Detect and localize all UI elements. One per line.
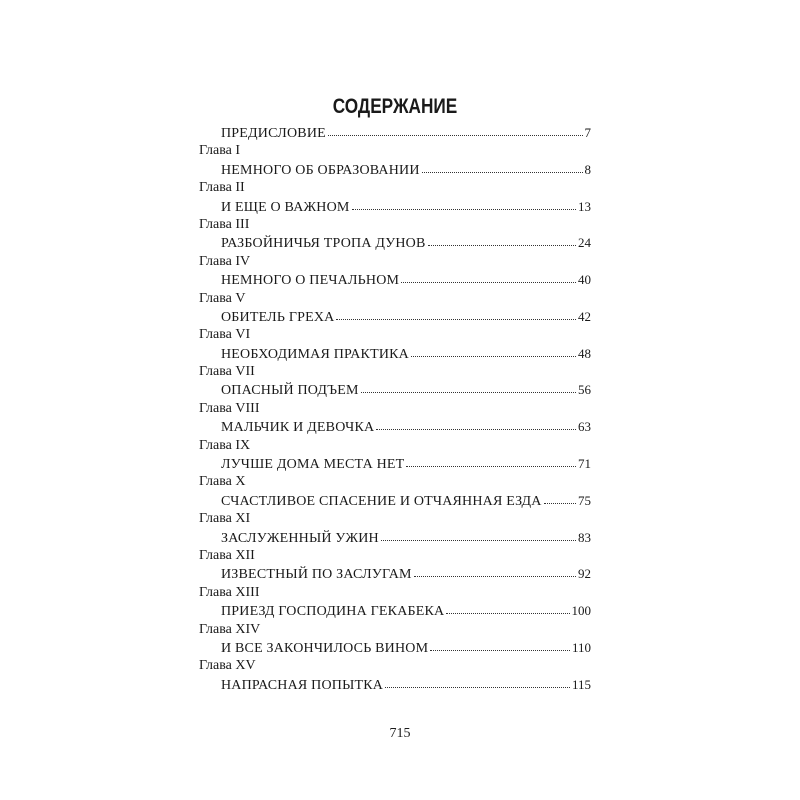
toc-entry: [199, 271, 591, 289]
toc-entry: [199, 639, 591, 657]
toc-entry-page: 40: [578, 272, 591, 288]
toc-entry-title: ОБИТЕЛЬ ГРЕХА: [221, 309, 335, 325]
toc-entry-page: 63: [578, 419, 591, 435]
toc-entry-title: И ВСЕ ЗАКОНЧИЛОСЬ ВИНОМ: [221, 640, 429, 656]
toc-entry: [199, 529, 591, 547]
toc-entry: [199, 161, 591, 179]
toc-entry: [199, 124, 591, 142]
toc-entry-page: 100: [571, 603, 591, 619]
dot-leader: [352, 197, 576, 210]
toc-entry: [199, 418, 591, 436]
toc-list: [199, 124, 591, 694]
toc-entry: [199, 565, 591, 583]
toc-page: [199, 90, 591, 694]
toc-chapter-label: Глава VI: [199, 327, 251, 343]
dot-leader: [376, 417, 576, 430]
dot-leader: [422, 160, 583, 173]
toc-entry-page: 92: [578, 566, 591, 582]
toc-entry-title: ИЗВЕСТНЫЙ ПО ЗАСЛУГАМ: [221, 567, 412, 583]
dot-leader: [414, 564, 576, 577]
toc-chapter-label: Глава I: [199, 143, 241, 159]
dot-leader: [381, 528, 576, 541]
dot-leader: [328, 123, 583, 136]
dot-leader: [361, 380, 576, 393]
toc-entry-page: 110: [571, 639, 591, 655]
toc-entry-title: ЗАСЛУЖЕННЫЙ УЖИН: [221, 530, 379, 546]
toc-entry-page: 56: [578, 382, 591, 398]
toc-entry-title: НЕМНОГО О ПЕЧАЛЬНОМ: [221, 273, 400, 289]
dot-leader: [544, 491, 576, 504]
toc-chapter-label: Глава XIII: [199, 584, 260, 600]
toc-entry-title: ЛУЧШЕ ДОМА МЕСТА НЕТ: [221, 457, 405, 473]
toc-chapter-label: Глава XIV: [199, 621, 261, 637]
toc-entry-title: НЕМНОГО ОБ ОБРАЗОВАНИИ: [221, 162, 420, 178]
toc-entry-title: МАЛЬЧИК И ДЕВОЧКА: [221, 420, 375, 436]
toc-chapter-label: Глава XII: [199, 547, 255, 563]
toc-entry-page: 48: [578, 345, 591, 361]
toc-entry-page: 8: [584, 161, 591, 177]
dot-leader: [401, 270, 576, 283]
toc-entry-page: 115: [571, 676, 591, 692]
toc-chapter-label: Глава IX: [199, 437, 251, 453]
toc-entry-title: И ЕЩЕ О ВАЖНОМ: [221, 199, 350, 215]
page-number: 715: [389, 726, 411, 741]
toc-entry-page: 24: [578, 235, 591, 251]
toc-entry-title: ПРИЕЗД ГОСПОДИНА ГЕКАБЕКА: [221, 604, 445, 620]
toc-entry: [199, 455, 591, 473]
toc-chapter-label: Глава VII: [199, 364, 255, 380]
toc-entry: [199, 492, 591, 510]
dot-leader: [336, 307, 576, 320]
toc-entry: [199, 234, 591, 252]
toc-entry-title: РАЗБОЙНИЧЬЯ ТРОПА ДУНОВ: [221, 236, 426, 252]
toc-chapter-label: Глава III: [199, 216, 250, 232]
toc-entry-title: ПРЕДИСЛОВИЕ: [221, 126, 326, 141]
dot-leader: [385, 675, 570, 688]
dot-leader: [446, 601, 569, 614]
toc-chapter-label: Глава II: [199, 180, 245, 196]
toc-entry-page: 71: [578, 456, 591, 472]
dot-leader: [406, 454, 576, 467]
toc-entry-title: СЧАСТЛИВОЕ СПАСЕНИЕ И ОТЧАЯННАЯ ЕЗДА: [221, 493, 542, 509]
toc-chapter-label: Глава XV: [199, 658, 256, 674]
toc-entry-page: 83: [578, 529, 591, 545]
dot-leader: [411, 344, 576, 357]
toc-entry-title: ОПАСНЫЙ ПОДЪЕМ: [221, 383, 359, 399]
toc-entry-page: 13: [578, 198, 591, 214]
toc-chapter-label: Глава XI: [199, 511, 251, 527]
toc-entry-page: 42: [578, 308, 591, 324]
toc-entry-page: 75: [578, 492, 591, 508]
toc-entry: [199, 198, 591, 216]
dot-leader: [430, 638, 570, 651]
toc-entry-title: НЕОБХОДИМАЯ ПРАКТИКА: [221, 346, 409, 362]
toc-chapter-label: Глава X: [199, 474, 246, 490]
toc-entry: [199, 676, 591, 694]
toc-entry-page: 7: [584, 125, 591, 140]
toc-chapter-label: Глава IV: [199, 253, 251, 269]
toc-entry: [199, 345, 591, 363]
dot-leader: [428, 233, 576, 246]
toc-chapter-label: Глава VIII: [199, 400, 260, 416]
toc-entry: [199, 308, 591, 326]
toc-entry: [199, 381, 591, 399]
toc-chapter-label: Глава V: [199, 290, 246, 306]
toc-entry: [199, 602, 591, 620]
toc-title: СОДЕРЖАНИЕ: [332, 95, 458, 118]
toc-entry-title: НАПРАСНАЯ ПОПЫТКА: [221, 677, 384, 693]
